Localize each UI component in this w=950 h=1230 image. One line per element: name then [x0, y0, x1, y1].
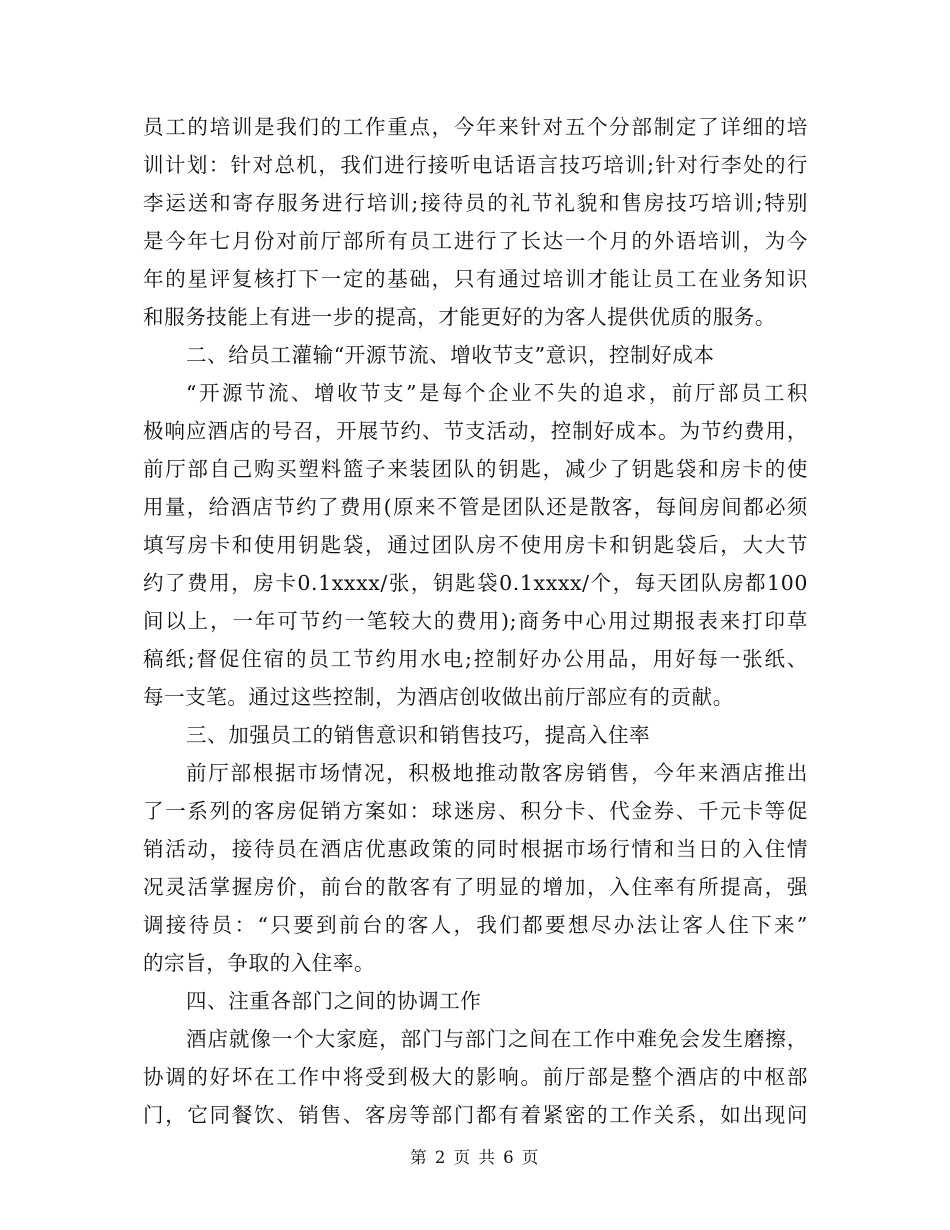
document-body	[143, 108, 808, 1134]
paragraph-first-line: 前厅部根据市场情况，积极地推动散客房销售，今年来酒店推出	[186, 761, 808, 785]
text-line: 填写房卡和使用钥匙袋，通过团队房不使用房卡和钥匙袋后，大大节	[143, 533, 808, 557]
text-line: 李运送和寄存服务进行培训;接待员的礼节礼貌和售房技巧培训;特别	[143, 191, 808, 215]
text-line: 训计划：针对总机，我们进行接听电话语言技巧培训;针对行李处的行	[143, 153, 808, 177]
text-line: 约了费用，房卡0.1xxxx/张，钥匙袋0.1xxxx/个，每天团队房都100	[143, 571, 808, 595]
paragraph-first-line: “开源节流、增收节支”是每个企业不失的追求，前厅部员工积	[186, 381, 808, 405]
text-line: 员工的培训是我们的工作重点，今年来针对五个分部制定了详细的培	[143, 115, 808, 139]
text-line: 前厅部自己购买塑料篮子来装团队的钥匙，减少了钥匙袋和房卡的使	[143, 457, 808, 481]
text-line: 的宗旨，争取的入住率。	[143, 951, 376, 975]
text-line: 和服务技能上有进一步的提高，才能更好的为客人提供优质的服务。	[143, 305, 776, 329]
paragraph-first-line: 酒店就像一个大家庭，部门与部门之间在工作中难免会发生磨擦，	[186, 1027, 808, 1051]
text-line: 是今年七月份对前厅部所有员工进行了长达一个月的外语培训，为今	[143, 229, 808, 253]
text-line: 用量，给酒店节约了费用(原来不管是团队还是散客，每间房间都必须	[143, 495, 808, 519]
text-line: 调接待员：“只要到前台的客人，我们都要想尽办法让客人住下来”	[143, 913, 808, 937]
text-line: 了一系列的客房促销方案如：球迷房、积分卡、代金券、千元卡等促	[143, 799, 808, 823]
text-line: 间以上，一年可节约一笔较大的费用);商务中心用过期报表来打印草	[143, 609, 808, 633]
section-heading-3: 三、加强员工的销售意识和销售技巧，提高入住率	[186, 723, 651, 747]
section-heading-4: 四、注重各部门之间的协调工作	[186, 989, 482, 1013]
section-heading-2: 二、给员工灌输“开源节流、增收节支”意识，控制好成本	[186, 343, 715, 367]
text-line: 门，它同餐饮、销售、客房等部门都有着紧密的工作关系，如出现问	[143, 1103, 808, 1127]
text-line: 协调的好坏在工作中将受到极大的影响。前厅部是整个酒店的中枢部	[143, 1065, 808, 1089]
text-line: 每一支笔。通过这些控制，为酒店创收做出前厅部应有的贡献。	[143, 685, 734, 709]
text-line: 销活动，接待员在酒店优惠政策的同时根据市场行情和当日的入住情	[143, 837, 808, 861]
page-number-footer: 第 2 页 共 6 页	[410, 1148, 540, 1167]
text-line: 年的星评复核打下一定的基础，只有通过培训才能让员工在业务知识	[143, 267, 808, 291]
text-line: 况灵活掌握房价，前台的散客有了明显的增加，入住率有所提高，强	[143, 875, 808, 899]
text-line: 稿纸;督促住宿的员工节约用水电;控制好办公用品，用好每一张纸、	[143, 647, 808, 671]
text-line: 极响应酒店的号召，开展节约、节支活动，控制好成本。为节约费用，	[143, 419, 808, 443]
